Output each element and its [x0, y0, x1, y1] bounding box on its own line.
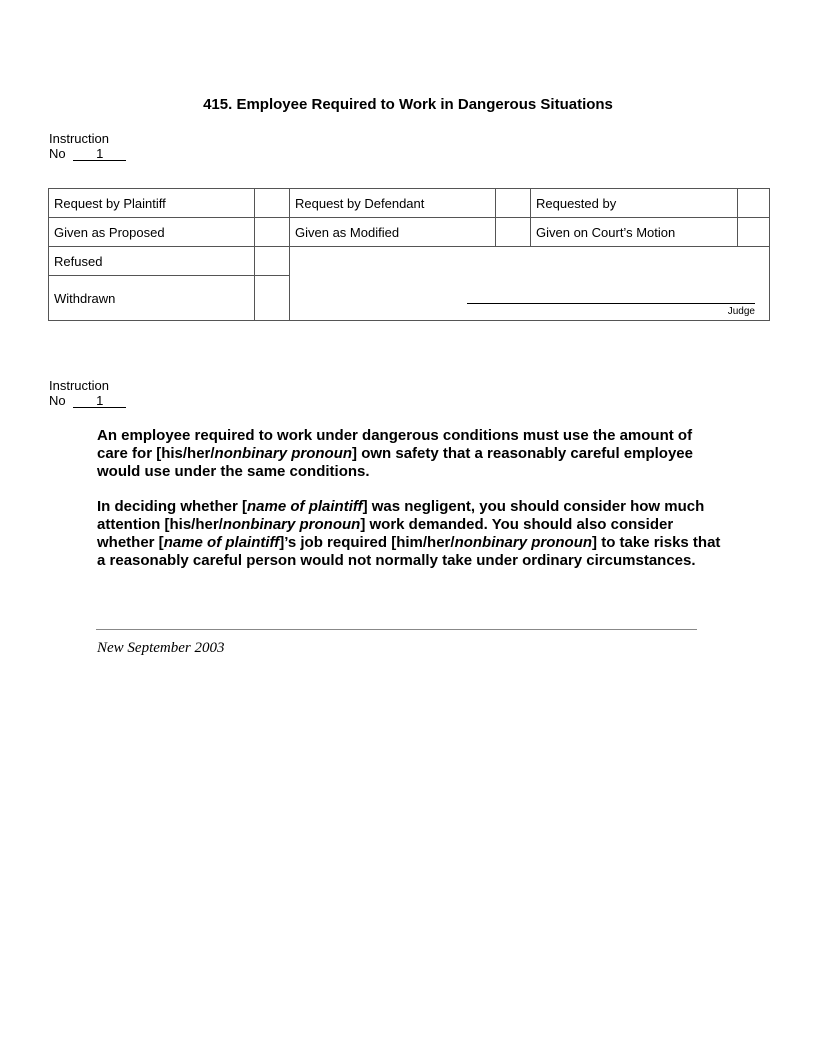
instruction-body [97, 427, 727, 587]
text-run: ] work demanded. You should also consider whether [ [97, 516, 674, 551]
history-note: New September 2003 [97, 640, 225, 656]
placeholder-term: name of plaintiff [163, 534, 280, 551]
instruction-no-label: No [49, 146, 66, 161]
request-disposition-table [48, 188, 770, 321]
text-run: ] own safety that a reasonably careful employee would use under the same conditions. [97, 445, 693, 480]
placeholder-term: nonbinary pronoun [214, 445, 353, 462]
text-run: ] to take risks that a reasonably careful person would not normally take under ordinary circumstances. [97, 534, 721, 569]
requested-by-checkbox[interactable] [738, 189, 770, 218]
request-by-plaintiff-checkbox[interactable] [255, 189, 290, 218]
instruction-no-row [49, 393, 126, 408]
given-as-modified-checkbox[interactable] [496, 218, 531, 247]
placeholder-term: nonbinary pronoun [222, 516, 361, 533]
request-by-defendant-checkbox[interactable] [496, 189, 531, 218]
withdrawn-checkbox[interactable] [255, 276, 290, 321]
instruction-number-field[interactable]: 1 [73, 147, 126, 161]
withdrawn-label: Withdrawn [49, 276, 255, 321]
instruction-paragraph-2 [97, 498, 727, 570]
placeholder-term: name of plaintiff [247, 498, 363, 515]
instruction-no-row [49, 146, 126, 161]
given-on-courts-motion-checkbox[interactable] [738, 218, 770, 247]
instruction-number-field[interactable]: 1 [73, 394, 126, 408]
judge-signature-area [290, 247, 770, 321]
text-run: In deciding whether [ [97, 498, 248, 515]
refused-checkbox[interactable] [255, 247, 290, 276]
page-title: 415. Employee Required to Work in Dangerous Situations [203, 96, 613, 113]
judge-signature-line[interactable] [467, 303, 755, 304]
text-run: ] was negligent, you should consider how much attention [his/her/ [97, 498, 705, 533]
given-on-courts-motion-label: Given on Court’s Motion [531, 218, 738, 247]
instruction-number-block-top [49, 131, 126, 161]
placeholder-term: nonbinary pronoun [454, 534, 593, 551]
refused-label: Refused [49, 247, 255, 276]
given-as-proposed-label: Given as Proposed [49, 218, 255, 247]
text-run: ]’s job required [him/her/ [279, 534, 455, 551]
divider [96, 629, 697, 630]
request-by-plaintiff-label: Request by Plaintiff [49, 189, 255, 218]
instruction-no-label: No [49, 393, 66, 408]
instruction-label: Instruction [49, 378, 109, 393]
judge-label: Judge [727, 306, 755, 317]
requested-by-label: Requested by [531, 189, 738, 218]
request-by-defendant-label: Request by Defendant [290, 189, 496, 218]
instruction-label: Instruction [49, 131, 109, 146]
instruction-number-block-bottom [49, 378, 126, 408]
given-as-modified-label: Given as Modified [290, 218, 496, 247]
text-run: An employee required to work under dangerous conditions must use the amount of care for [his/her/ [97, 427, 693, 462]
instruction-paragraph-1 [97, 427, 727, 481]
given-as-proposed-checkbox[interactable] [255, 218, 290, 247]
